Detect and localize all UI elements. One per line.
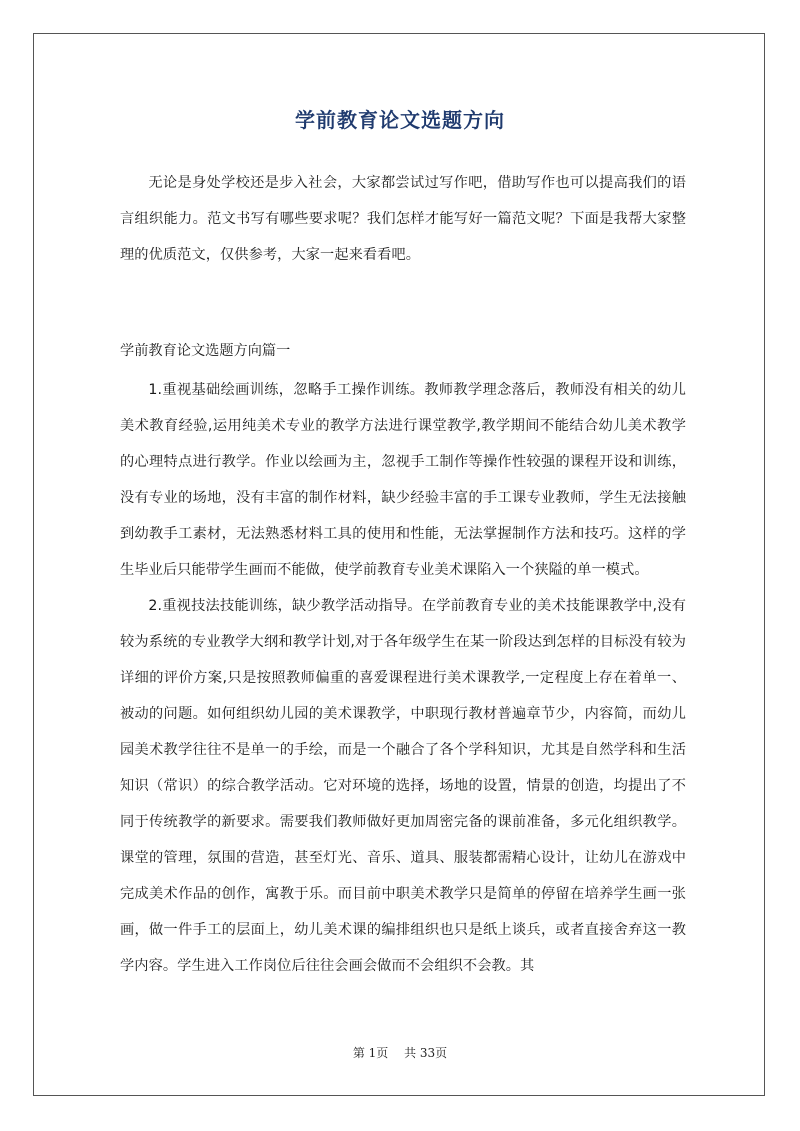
document-title: 学前教育论文选题方向	[295, 108, 505, 132]
page-number: 第 1页	[352, 1046, 389, 1060]
intro-paragraph: 无论是身处学校还是步入社会，大家都尝试过写作吧，借助写作也可以提高我们的语言组织能力。范文书写有哪些要求呢？我们怎样才能写好一篇范文呢？下面是我帮大家整理的优质范文，仅供参考，大家一起来看看吧。	[120, 175, 686, 263]
page-total: 共 33页	[404, 1046, 448, 1060]
intro-block	[120, 165, 686, 273]
body-paragraph-1: 1.重视基础绘画训练，忽略手工操作训练。教师教学理念落后，教师没有相关的幼儿美术教育经验,运用纯美术专业的教学方法进行课堂教学,教学期间不能结合幼儿美术教学的心理特点进行教学。作业以绘画为主，忽视手工制作等操作性较强的课程开设和训练，没有专业的场地，没有丰富的制作材料，缺少经验丰富的手工课专业教师，学生无法接触到幼教手工素材，无法熟悉材料工具的使用和性能，无法掌握制作方法和技巧。这样的学生毕业后只能带学生画而不能做，使学前教育专业美术课陷入一个狭隘的单一模式。	[120, 382, 686, 578]
page-footer	[0, 1044, 800, 1061]
section-heading: 学前教育论文选题方向篇一	[120, 343, 291, 359]
main-body	[120, 372, 686, 984]
body-paragraph-2: 2.重视技法技能训练，缺少教学活动指导。在学前教育专业的美术技能课教学中,没有较为系统的专业教学大纲和教学计划,对于各年级学生在某一阶段达到怎样的目标没有较为详细的评价方案,只是按照教师偏重的喜爱课程进行美术课教学,一定程度上存在着单一、被动的问题。如何组织幼儿园的美术课教学，中职现行教材普遍章节少，内容简，而幼儿园美术教学往往不是单一的手绘，而是一个融合了各个学科知识，尤其是自然学科和生活知识（常识）的综合教学活动。它对环境的选择，场地的设置，情景的创造，均提出了不同于传统教学的新要求。需要我们教师做好更加周密完备的课前准备，多元化组织教学。课堂的管理，氛围的营造，甚至灯光、音乐、道具、服装都需精心设计，让幼儿在游戏中完成美术作品的创作，寓教于乐。而目前中职美术教学只是简单的停留在培养学生画一张画，做一件手工的层面上，幼儿美术课的编排组织也只是纸上谈兵，或者直接舍弃这一教学内容。学生进入工作岗位后往往会画会做而不会组织不会教。其	[120, 598, 686, 974]
